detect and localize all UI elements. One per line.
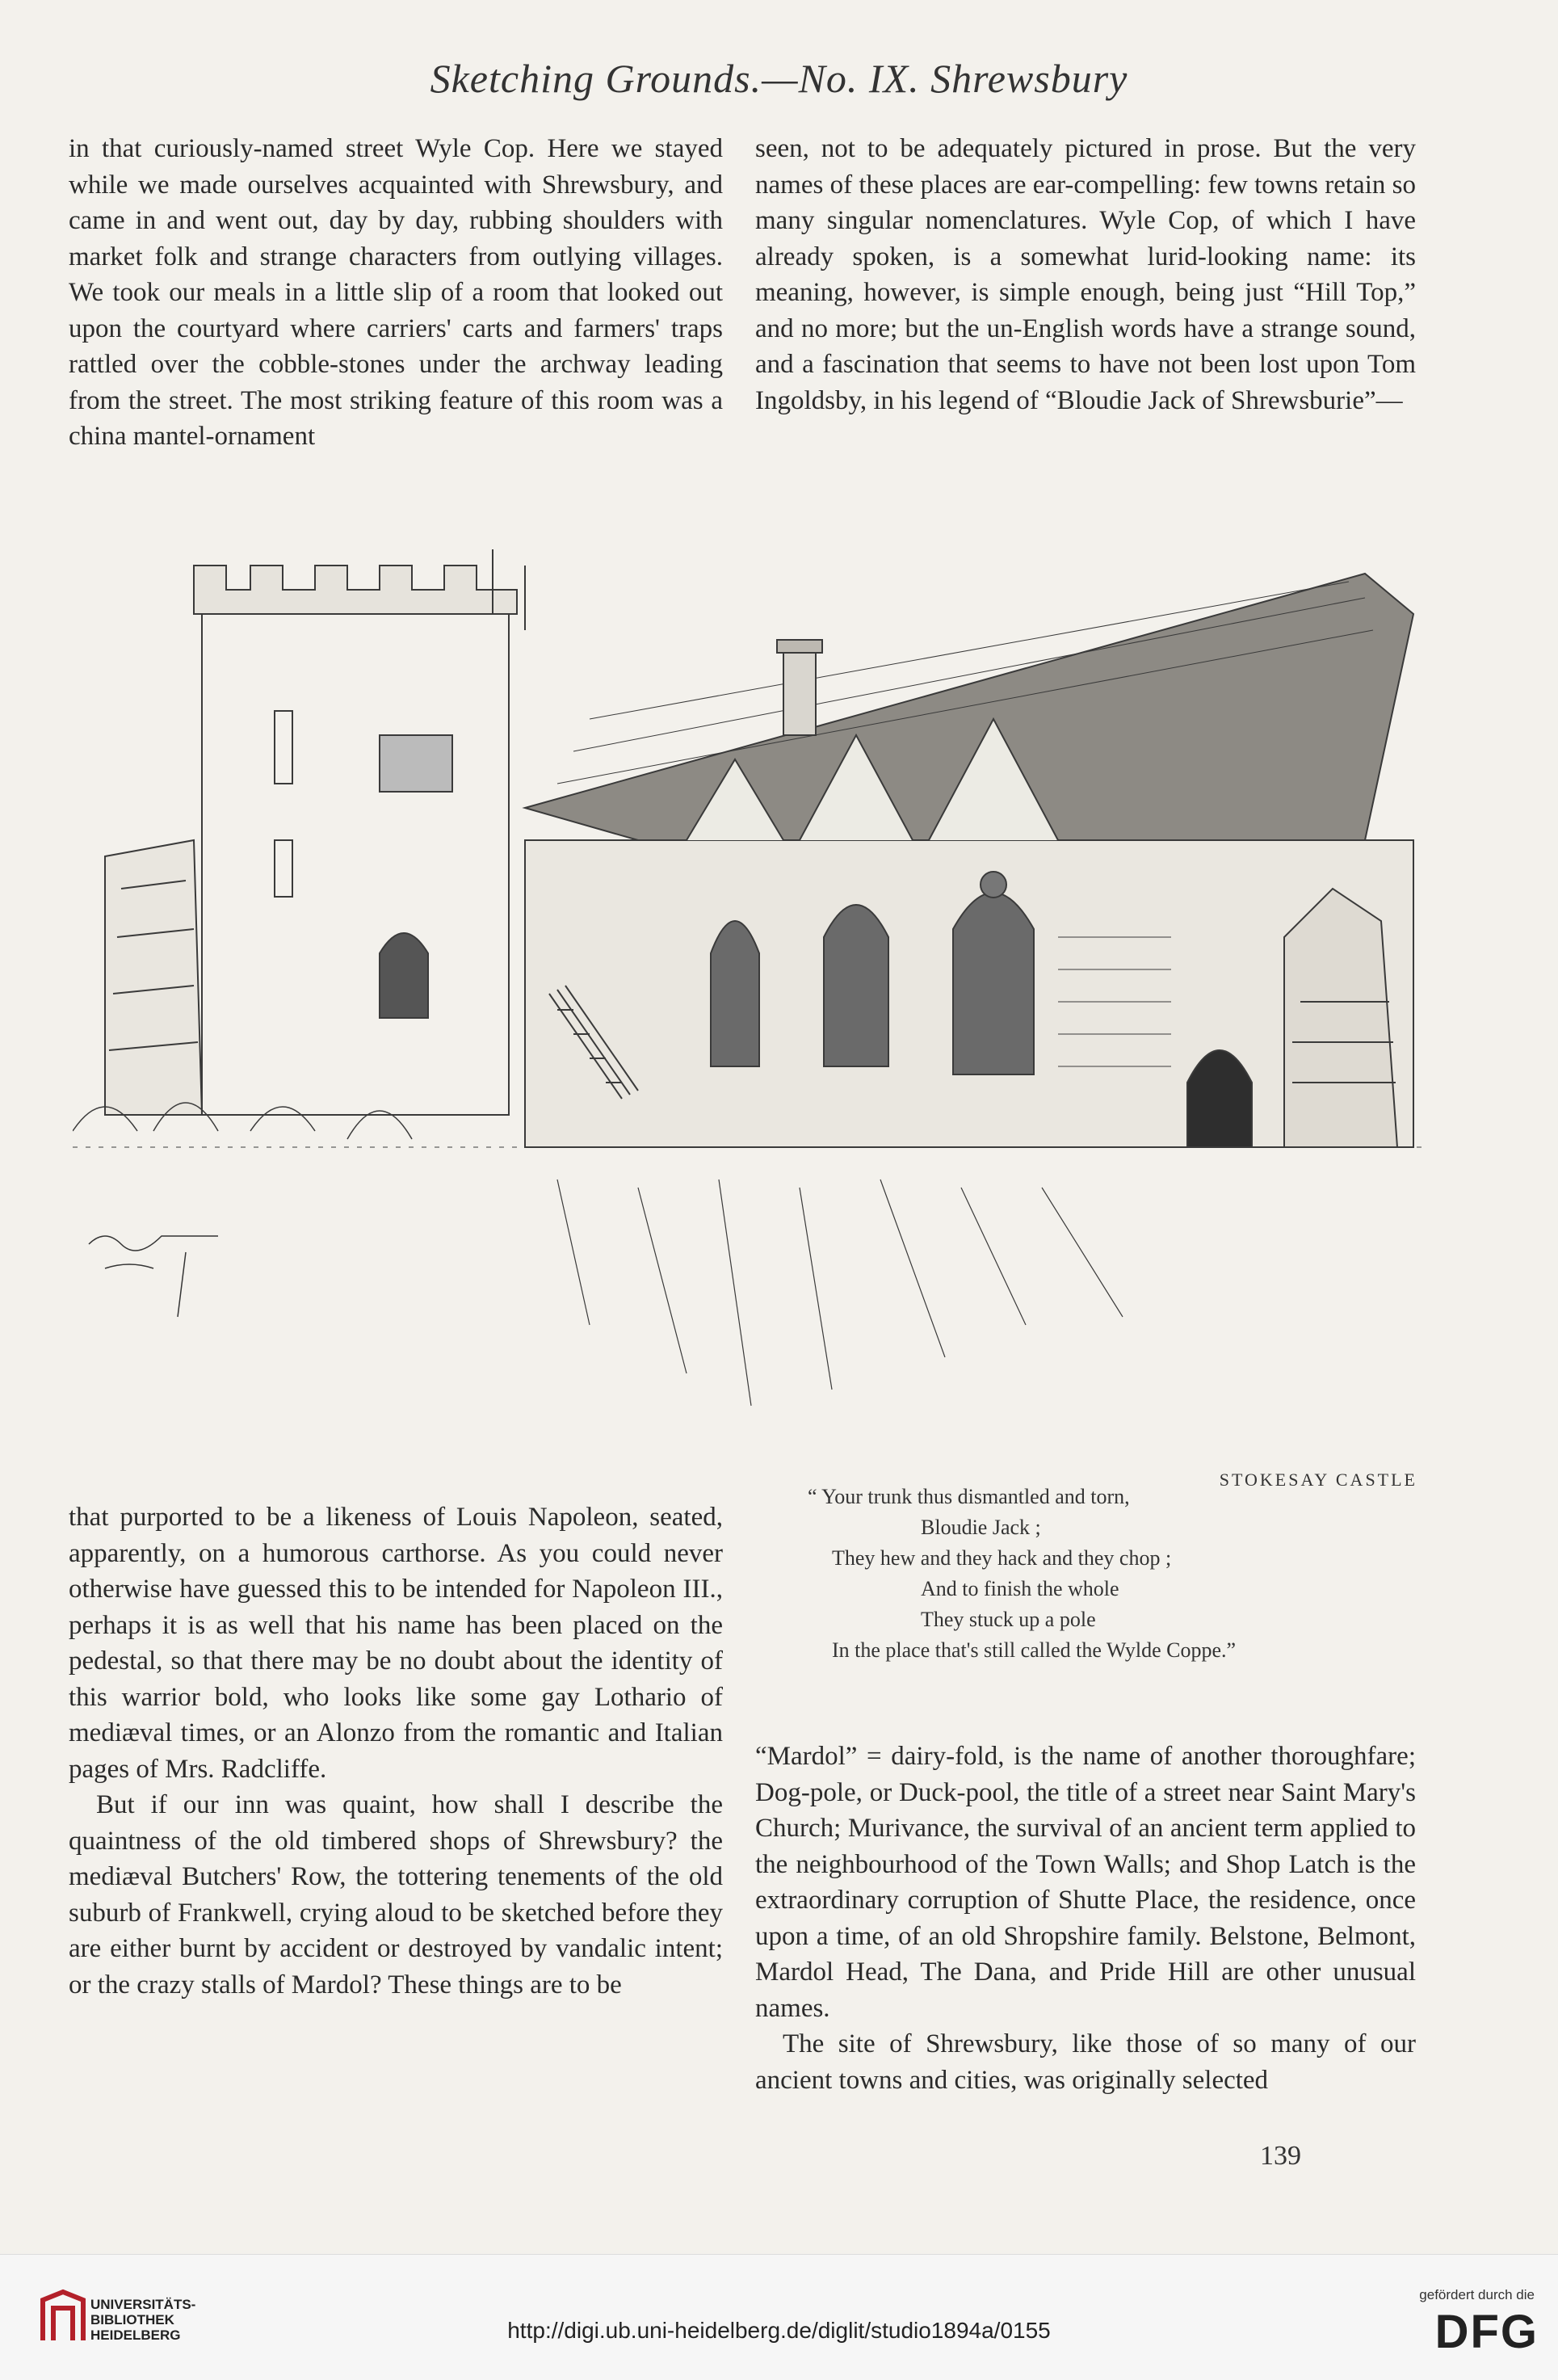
- dfg-logo: DFG: [1434, 2306, 1539, 2358]
- poem-line: They hew and they hack and they chop ;: [832, 1546, 1172, 1570]
- illustration-caption: STOKESAY CASTLE: [1219, 1470, 1417, 1490]
- funded-by-label: gefördert durch die: [1419, 2287, 1535, 2302]
- column-top-right: [755, 131, 1416, 418]
- poem-line: In the place that's still called the Wylde Coppe.”: [832, 1638, 1237, 1662]
- column-top-left: [69, 131, 723, 455]
- library-name-line: HEIDELBERG: [90, 2327, 181, 2343]
- running-head: Sketching Grounds.—No. IX. Shrewsbury: [430, 56, 1128, 101]
- column-bottom-left: [69, 1499, 723, 2003]
- page-number: 139: [1260, 2141, 1301, 2171]
- column-bottom-right: [755, 1739, 1416, 2098]
- permalink-url[interactable]: http://digi.ub.uni-heidelberg.de/diglit/studio1894a/0155: [507, 2318, 1051, 2343]
- poem-line: And to finish the whole: [921, 1577, 1119, 1600]
- digitization-footer: [0, 2254, 1558, 2380]
- paragraph: But if our inn was quaint, how shall I describe the quaintness of the old timbered shops of Shrewsbury? the mediæval Butchers' Row, the tottering tenements of the old suburb of Frankwell, crying aloud to be sketched before they are either burnt by accident or destroyed by vandalic intent; or the crazy stalls of Mardol? These things are to be: [69, 1790, 723, 1999]
- poem-line: Bloudie Jack ;: [921, 1516, 1041, 1539]
- poem-line: They stuck up a pole: [921, 1608, 1096, 1631]
- paragraph: “Mardol” = dairy-fold, is the name of another thoroughfare; Dog-pole, or Duck-pool, the title of a street near Saint Mary's Church; Murivance, the survival of an ancient term applied to the neighbourhood of the Town Walls; and Shop Latch is the extraordinary corruption of Shutte Place, the residence, once upon a time, of an old Shropshire family. Belstone, Belmont, Mardol Head, The Dana, and Pride Hill are other unusual names.: [755, 1742, 1416, 2023]
- poem-quotation: [808, 1482, 1422, 1666]
- paragraph: seen, not to be adequately pictured in prose. But the very names of these places are ear-compelling: few towns retain so many singular nomenclatures. Wyle Cop, of which I have already spoken, is a somewhat lurid-looking name: its meaning, however, is simple enough, being just “Hill Top,” and no more; but the un-English words have a strange sound, and a fascination that seems to have not been lost upon Tom Ingoldsby, in his legend of “Bloudie Jack of Shrewsburie”—: [755, 134, 1416, 415]
- stokesay-castle-illustration: [73, 517, 1430, 1454]
- paragraph: that purported to be a likeness of Louis Napoleon, seated, apparently, on a humorous carthorse. As you could never otherwise have guessed this to be intended for Napoleon III., perhaps it is as well that his name has been placed on the pedestal, so that there may be no doubt about the identity of this warrior bold, who looks like some gay Lothario of mediæval times, or an Alonzo from the romantic and Italian pages of Mrs. Radcliffe.: [69, 1503, 723, 1784]
- paragraph: The site of Shrewsbury, like those of so many of our ancient towns and cities, was originally selected: [755, 2029, 1416, 2095]
- library-name-line: UNIVERSITÄTS-: [90, 2297, 196, 2312]
- poem-line: “ Your trunk thus dismantled and torn,: [808, 1485, 1130, 1508]
- paragraph: in that curiously-named street Wyle Cop. Here we stayed while we made ourselves acquainted with Shrewsbury, and came in and went out, day by day, rubbing shoulders with market folk and strange characters from outlying villages. We took our meals in a little slip of a room that looked out upon the courtyard where carriers' carts and farmers' traps rattled over the cobble-stones under the archway leading from the street. The most striking feature of this room was a china mantel-ornament: [69, 134, 723, 451]
- library-name-line: BIBLIOTHEK: [90, 2312, 174, 2327]
